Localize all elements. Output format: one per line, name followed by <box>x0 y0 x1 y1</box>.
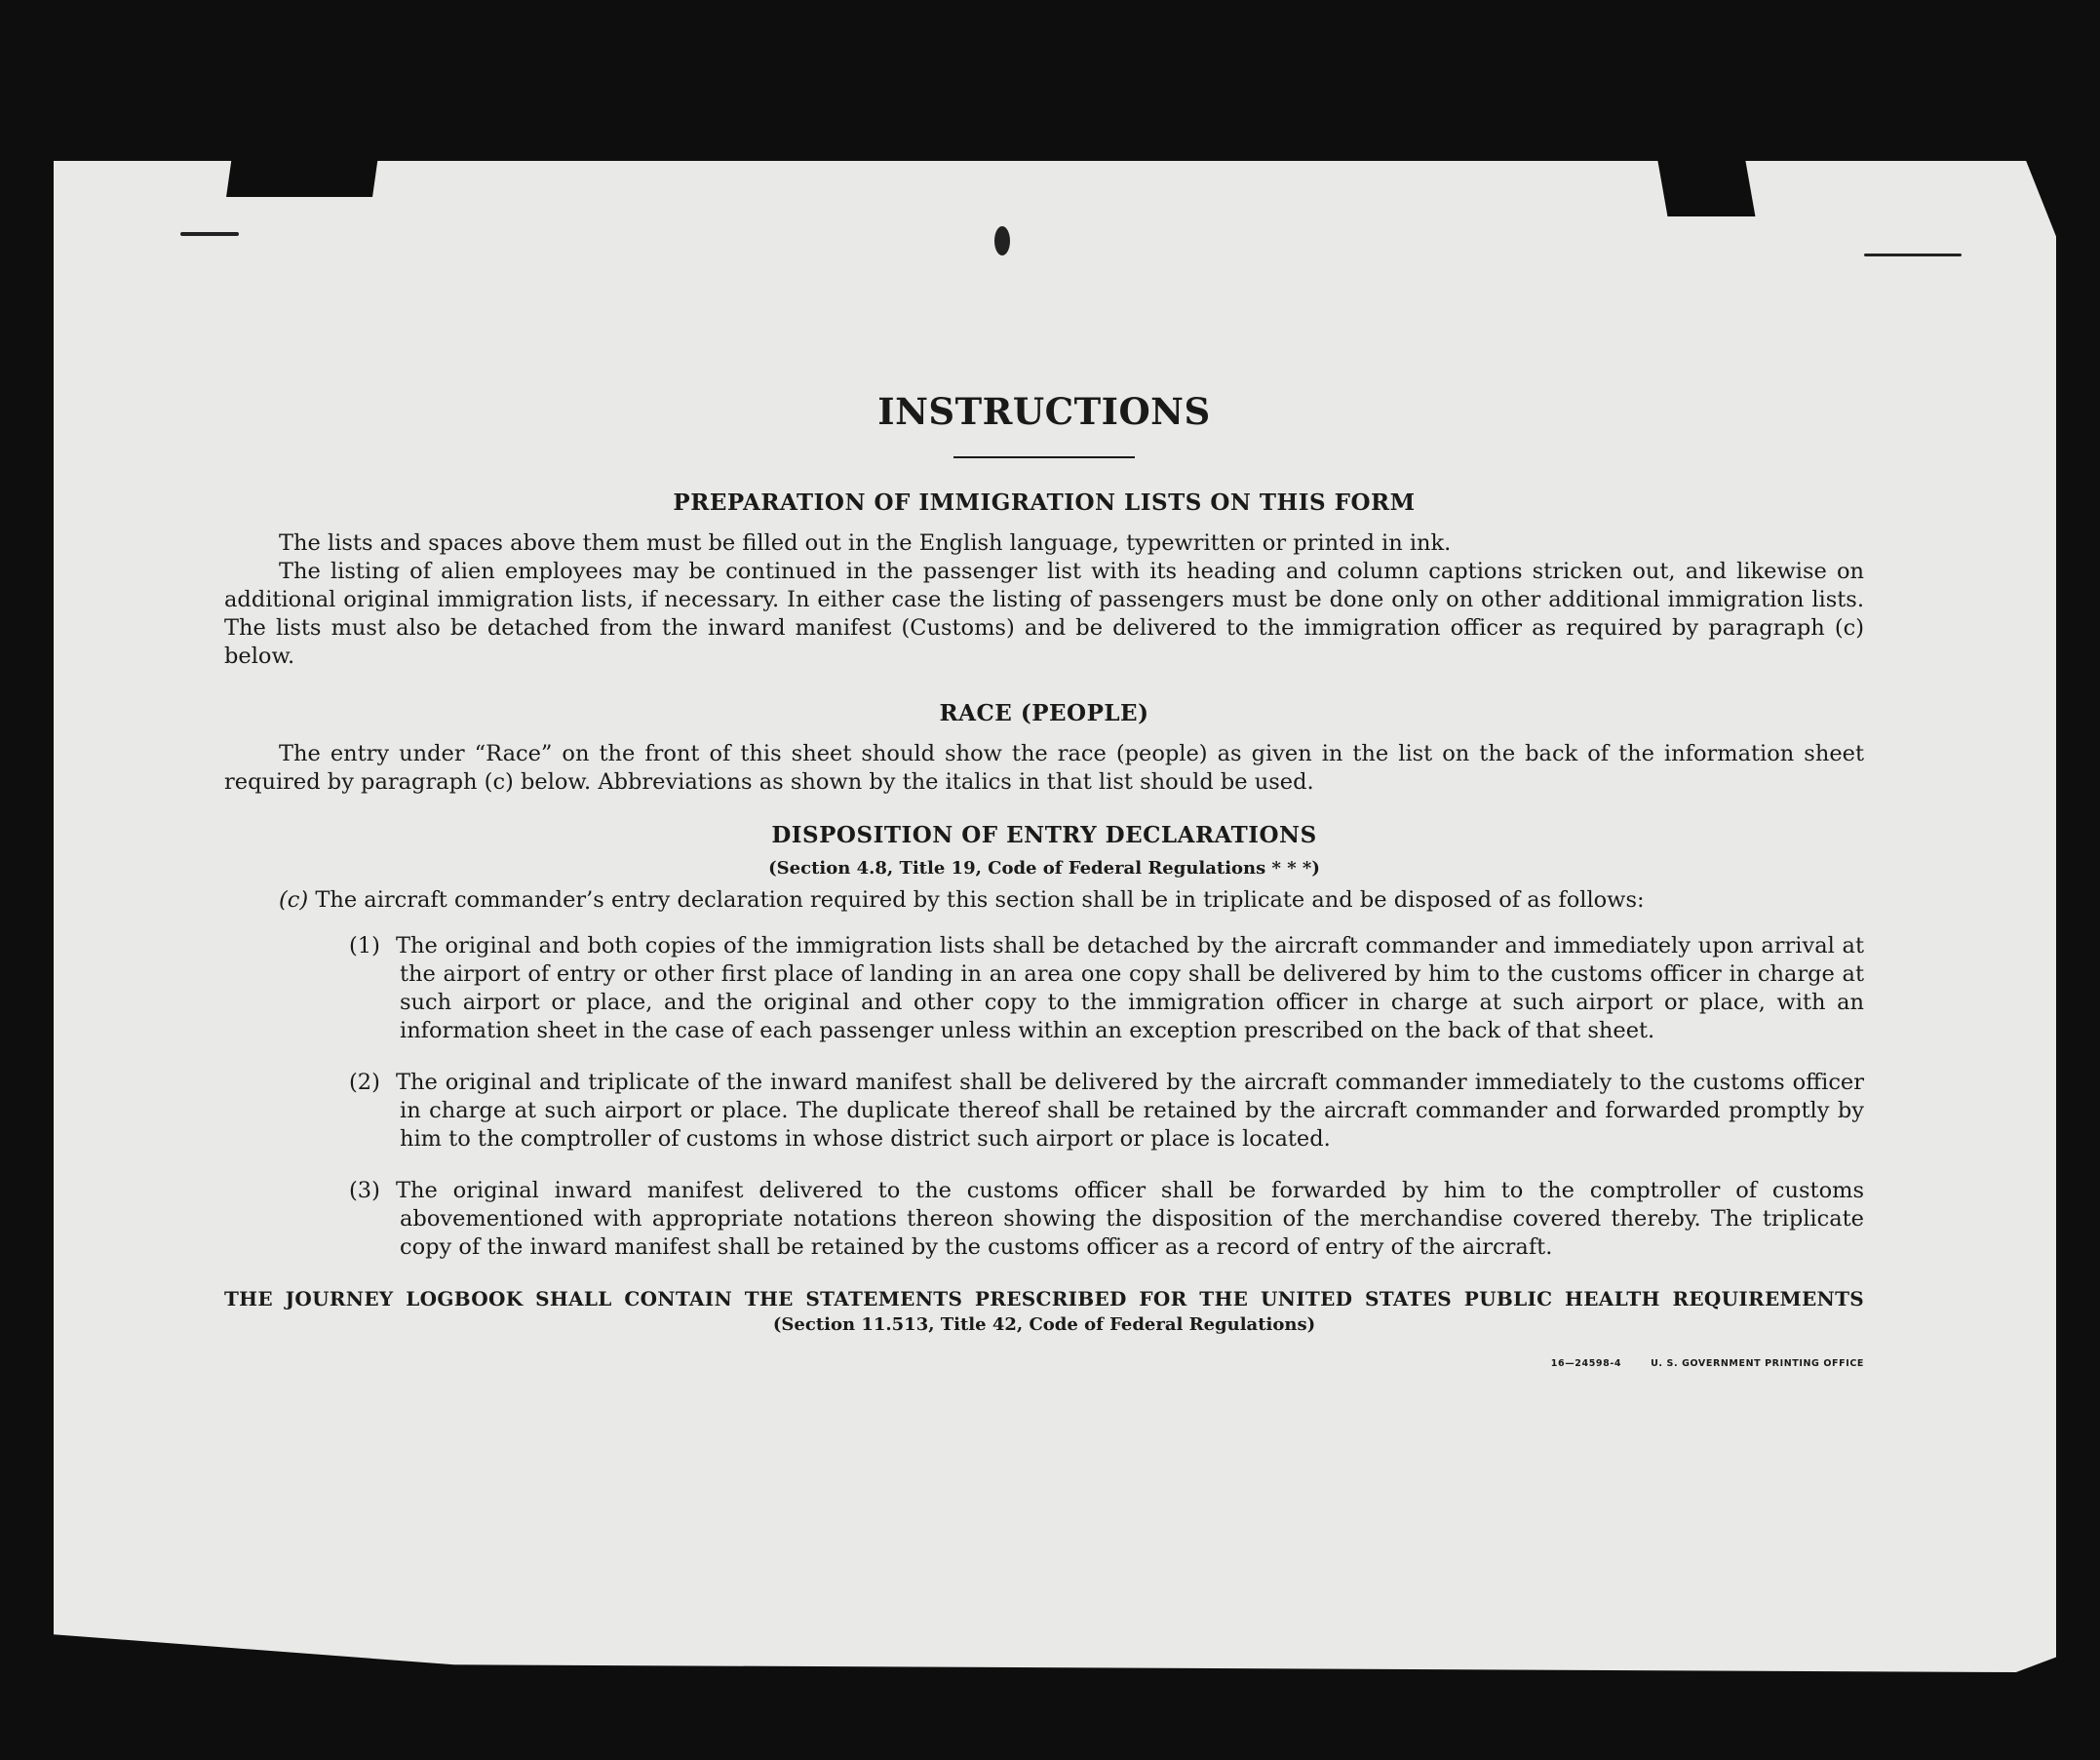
race-paragraph: The entry under “Race” on the front of this sheet should show the race (people) as given in the list on the back of the information sheet required by paragraph (c) below. Abbreviations as shown by the italics in that list should be used. <box>224 741 1864 795</box>
printer-imprint <box>1551 1358 1864 1369</box>
disposition-citation: (Section 4.8, Title 19, Code of Federal Regulations * * *) <box>768 858 1320 879</box>
list-item-text: The original and triplicate of the inward manifest shall be delivered by the aircraft commander immediately to the customs officer in charge at such airport or place. The duplicate thereof shall be retained by the aircraft commander and forwarded promptly by him to the comptroller of customs in whose district such airport or place is located. <box>396 1070 1864 1152</box>
list-item <box>224 932 1864 1045</box>
disposition-list <box>224 932 1864 1262</box>
page-title: INSTRUCTIONS <box>877 390 1211 433</box>
ink-mark <box>1864 254 1962 256</box>
list-item <box>224 1069 1864 1154</box>
form-number: 16—24598-4 <box>1550 1358 1622 1369</box>
disposition-intro <box>224 886 1864 915</box>
list-item-text: The original inward manifest delivered to the customs officer shall be forwarded by him to the comptroller of customs abovementioned with appropriate notations thereon showing the disposition of the merchandise covered thereby. The triplicate copy of the inward manifest shall be retained by the customs officer as a record of entry of the aircraft. <box>396 1178 1864 1260</box>
preparation-paragraph-2: The listing of alien employees may be continued in the passenger list with its heading and column captions stricken out, and likewise on additional original immigration lists, if necessary. In either case the listing of passengers must be done only on other additional immigration lists. The lists must also be detached from the inward manifest (Customs) and be delivered to the immigration officer as required by paragraph (c) below. <box>224 559 1864 669</box>
ink-mark <box>994 226 1010 255</box>
disposition-heading: DISPOSITION OF ENTRY DECLARATIONS <box>771 822 1317 848</box>
public-health-statement: THE JOURNEY LOGBOOK SHALL CONTAIN THE STATEMENTS PRESCRIBED FOR THE UNITED STATES PUBLIC HEALTH REQUIREMENTS <box>224 1287 1864 1310</box>
list-item-number: (1) <box>349 933 380 958</box>
list-item-text: The original and both copies of the immigration lists shall be detached by the aircraft commander and immediately upon arrival at the airport of entry or other first place of landing in an area one copy shall be delivered by him to the customs officer in charge at such airport or place, and the original and other copy to the immigration officer in charge at such airport or place, with an information sheet in the case of each passenger unless within an exception prescribed on the back of that sheet. <box>396 933 1864 1043</box>
ink-mark <box>180 232 239 236</box>
title-divider <box>953 456 1135 458</box>
paragraph-label: (c) <box>279 887 309 913</box>
race-heading: RACE (PEOPLE) <box>939 700 1149 726</box>
printer-name: U. S. GOVERNMENT PRINTING OFFICE <box>1651 1358 1864 1369</box>
public-health-citation: (Section 11.513, Title 42, Code of Federal Regulations) <box>772 1314 1316 1335</box>
torn-edge <box>1657 156 1756 216</box>
disposition-intro-text: The aircraft commander’s entry declaration required by this section shall be in triplicate and be disposed of as follows: <box>315 887 1645 913</box>
list-item-number: (3) <box>349 1178 380 1203</box>
instructions-content <box>224 390 1864 1369</box>
preparation-paragraph-1: The lists and spaces above them must be filled out in the English language, typewritten or printed in ink. <box>279 530 1452 556</box>
list-item <box>224 1177 1864 1262</box>
preparation-heading: PREPARATION OF IMMIGRATION LISTS ON THIS FORM <box>673 489 1416 516</box>
torn-edge <box>226 156 378 197</box>
list-item-number: (2) <box>349 1070 380 1095</box>
